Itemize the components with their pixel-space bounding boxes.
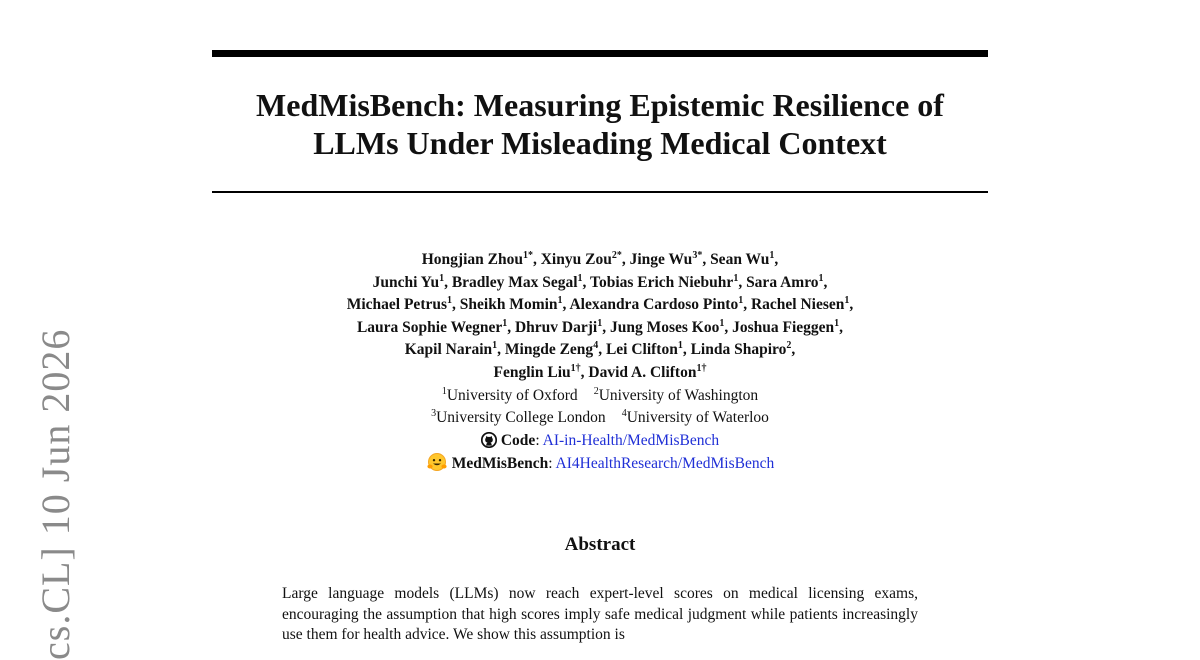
author-line-5: Kapil Narain$^1$, Mingde Zeng$^4$, Lei Clifton$^1$, Linda Shapiro$^2$, bbox=[404, 340, 796, 359]
author-affil-mark: 1 bbox=[439, 272, 445, 284]
title-bottom-rule bbox=[212, 191, 988, 193]
author-name: Jinge Wu bbox=[629, 251, 693, 268]
author-line-4: Laura Sophie Wegner$^1$, Dhruv Darji$^1$, Jung Moses Koo$^1$, Joshua Fieggen$^1$, bbox=[356, 317, 844, 336]
abstract-text: Large language models (LLMs) now reach expert-level scores on medical licensing exams, encouraging the assumption that high scores imply safe medical judgment while patients increasingly use them for health advice. We show this assumption is bbox=[282, 585, 918, 643]
paper-title bbox=[212, 86, 988, 162]
code-repo-link[interactable]: AI-in-Health/MedMisBench bbox=[542, 431, 720, 449]
affil-mark: 1 bbox=[441, 385, 447, 397]
author-affil-mark: 1 bbox=[738, 295, 744, 307]
author-affil-mark: 1 bbox=[492, 340, 498, 352]
author-name: Laura Sophie Wegner bbox=[356, 318, 503, 336]
author-affil-mark: 1† bbox=[696, 362, 707, 374]
dataset-resource: MedMisBench: AI4HealthResearch/MedMisBench bbox=[212, 452, 988, 476]
author-name: Lei Clifton bbox=[605, 341, 678, 359]
arxiv-side-stamp: cs.CL] 10 Jun 2026 bbox=[33, 328, 78, 660]
author-line-2: Junchi Yu$^1$, Bradley Max Segal$^1$, Tobias Erich Niebuhr$^1$, Sara Amro$^1$, bbox=[372, 272, 828, 291]
author-affil-mark: 1 bbox=[597, 317, 603, 329]
title-line-1: MedMisBench: Measuring Epistemic Resilience of bbox=[256, 87, 944, 123]
author-affil-mark: 4 bbox=[593, 340, 599, 352]
dataset-label: MedMisBench bbox=[451, 455, 549, 473]
author-name: Michael Petrus bbox=[346, 296, 448, 314]
author-line-1: Hongjian Zhou$^{1*}$, Xinyu Zou$^{2*}$, Jinge $Wu^{3*}$, Sean Wu$^1$, bbox=[421, 249, 779, 268]
author-affil-mark: 1 bbox=[447, 295, 453, 307]
author-name: Fenglin Liu bbox=[493, 363, 571, 381]
author-affil-mark: 1 bbox=[834, 317, 840, 329]
author-name: Junchi Yu bbox=[372, 273, 440, 291]
affiliation-line-2 bbox=[212, 407, 988, 430]
author-affil-mark: 2* bbox=[611, 249, 622, 261]
title-top-rule bbox=[212, 50, 988, 57]
github-icon bbox=[481, 432, 497, 448]
author-affil-mark: 1 bbox=[769, 249, 775, 261]
abstract-heading: Abstract bbox=[564, 534, 636, 555]
author-name: Jung Moses Koo bbox=[609, 318, 720, 336]
author-affil-mark: 1 bbox=[818, 272, 824, 284]
author-affil-mark: 3* bbox=[692, 249, 703, 261]
author-line-3: Michael Petrus$^1$, Sheikh Momin$^1$, Alexandra Cardoso Pinto$^1$, Rachel Niesen$^1$, bbox=[346, 295, 854, 314]
author-affil-mark: 1 bbox=[677, 340, 683, 352]
author-affil-mark: 1 bbox=[502, 317, 508, 329]
affiliation-oxford: University of Oxford bbox=[446, 386, 578, 404]
author-affil-mark: 2 bbox=[786, 340, 792, 352]
author-name: Kapil Narain bbox=[404, 341, 493, 359]
title-line-2: LLMs Under Misleading Medical Context bbox=[313, 125, 887, 161]
author-affil-mark: 1* bbox=[522, 249, 533, 261]
author-name: Sara Amro bbox=[746, 273, 819, 291]
author-name: Hongjian Zhou bbox=[421, 251, 523, 268]
author-name: Xinyu Zou bbox=[540, 251, 612, 268]
author-name: Bradley Max Segal bbox=[451, 273, 578, 291]
affiliation-line-1 bbox=[212, 385, 988, 408]
dataset-link[interactable]: AI4HealthResearch/MedMisBench bbox=[555, 455, 775, 473]
affiliation-ucl: University College London bbox=[436, 409, 606, 427]
author-name: Sheikh Momin bbox=[459, 296, 558, 314]
author-affil-mark: 1 bbox=[577, 272, 583, 284]
affiliation-waterloo: University of Waterloo bbox=[626, 409, 769, 427]
author-name: Alexandra Cardoso Pinto bbox=[569, 296, 739, 314]
code-resource: Code: AI-in-Health/MedMisBench bbox=[212, 430, 988, 453]
affiliation-washington: University of Washington bbox=[598, 386, 759, 404]
author-affil-mark: 1† bbox=[570, 362, 581, 374]
author-affil-mark: 1 bbox=[557, 295, 563, 307]
affil-mark: 4 bbox=[621, 408, 627, 419]
author-name: Mingde Zeng bbox=[504, 341, 594, 359]
author-affil-mark: 1 bbox=[844, 295, 850, 307]
author-name: David A. Clifton bbox=[588, 363, 697, 381]
author-line-6: Fenglin Liu$^{1\dagger}$, David A. Clifton$^{1\dagger}$ bbox=[493, 362, 707, 381]
author-block bbox=[212, 249, 988, 476]
author-name: Sean Wu bbox=[710, 251, 770, 268]
author-name: Rachel Niesen bbox=[750, 296, 845, 314]
affil-mark: 3 bbox=[431, 408, 437, 419]
author-affil-mark: 1 bbox=[719, 317, 725, 329]
hugging-face-icon bbox=[426, 452, 448, 472]
author-name: Dhruv Darji bbox=[514, 318, 598, 336]
author-name: Tobias Erich Niebuhr bbox=[590, 273, 734, 291]
author-affil-mark: 1 bbox=[733, 272, 739, 284]
affil-mark: 2 bbox=[593, 385, 599, 397]
author-name: Linda Shapiro bbox=[690, 341, 787, 359]
author-name: Joshua Fieggen bbox=[732, 318, 835, 336]
code-label: Code bbox=[500, 431, 536, 449]
